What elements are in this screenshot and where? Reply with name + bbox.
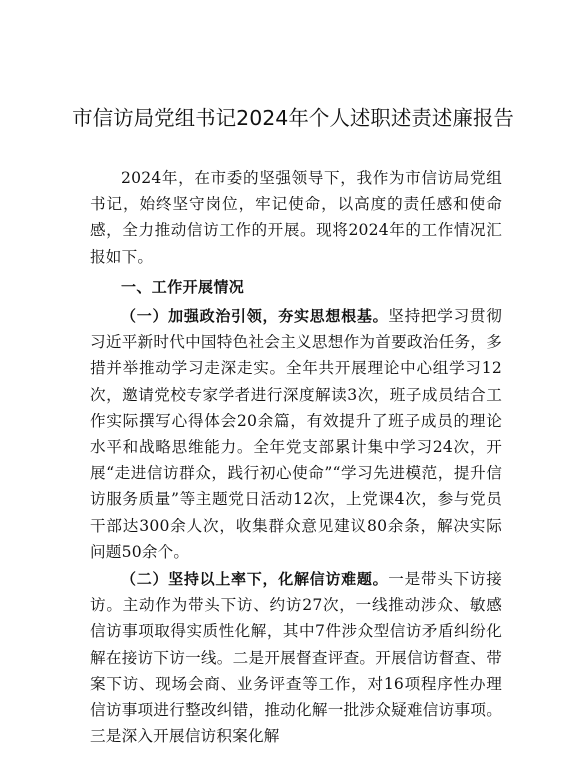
paragraph-body: 坚持把学习贯彻习近平新时代中国特色社会主义思想作为首要政治任务，多措并举推动学习走深走实。全年共开展理论中心组学习12次，邀请党校专家学者进行深度解读3次，班子成员结合工作实际撰写心得体会20余篇，有效提升了班子成员的理论水平和战略思维能力。全年党支部累计集中学习24次，开展“走进信访群众，践行初心使命”“学习先进模范，提升信访服务质量”等主题党日活动12次，上党课4次，参与党员干部达300余人次，收集群众意见建议80余条，解决实际问题50余个。 (90, 307, 502, 561)
intro-paragraph: 2024年，在市委的坚强领导下，我作为市信访局党组书记，始终坚守岗位，牢记使命，以高度的责任感和使命感，全力推动信访工作的开展。现将2024年的工作情况汇报如下。 (90, 169, 502, 266)
paragraph-lead: （一）加强政治引领，夯实思想根基。 (121, 307, 389, 326)
paragraph-political-guidance (90, 303, 502, 565)
paragraph-body: 一是带头下访接访。主动作为带头下访、约访27次，一线推动涉众、敏感信访事项取得实质性化解，其中7件涉众型信访矛盾纠纷化解在接访下访一线。二是开展督查评查。开展信访督查、带案下访、现场会商、业务评查等工作，对16项程序性办理信访事项进行整改纠错，推动化解一批涉众疑难信访事项。三是深入开展信访积案化解 (90, 570, 502, 746)
document-body (90, 165, 502, 749)
paragraph-lead: （二）坚持以上率下，化解信访难题。 (121, 570, 389, 589)
section-heading-work: 一、工作开展情况 (121, 277, 245, 296)
paragraph-petition-resolution (90, 566, 502, 749)
document-title: 市信访局党组书记2024年个人述职述责述廉报告 (72, 106, 514, 130)
